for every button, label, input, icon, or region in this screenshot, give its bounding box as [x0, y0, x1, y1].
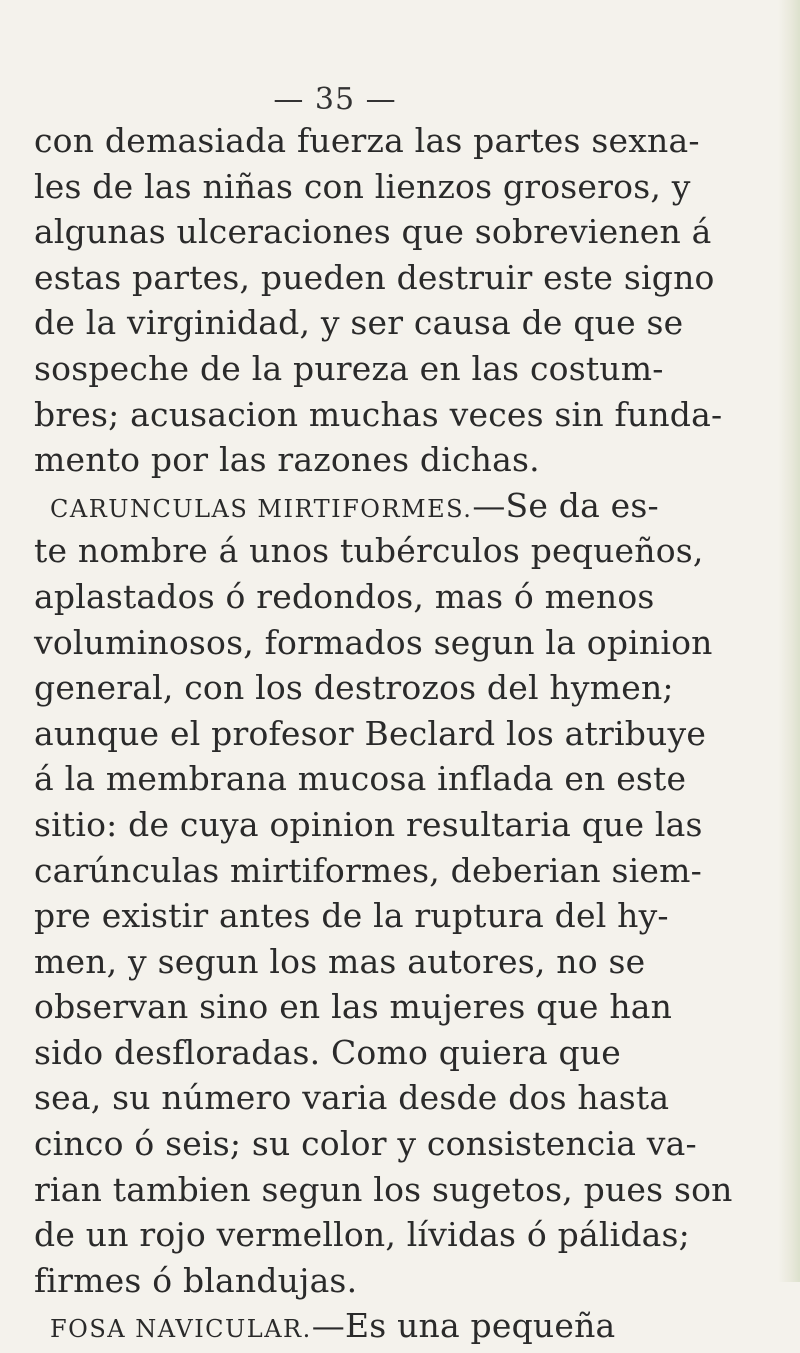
text-line: men, y segun los mas autores, no se — [34, 941, 646, 981]
text-run: —Es una pequeña — [311, 1306, 616, 1346]
text-line: sitio: de cuya opinion resultaria que las — [34, 804, 703, 844]
body-text — [34, 118, 733, 1349]
text-line: mento por las razones dichas. — [34, 440, 540, 480]
text-line: carúnculas mirtiformes, deberian siem- — [34, 850, 702, 890]
section-heading-fosa: FOSA NAVICULAR. — [50, 1315, 312, 1344]
text-line: sospeche de la pureza en las costum- — [34, 348, 664, 388]
text-line: de un rojo vermellon, lívidas ó pálidas; — [34, 1215, 690, 1255]
text-line: algunas ulceraciones que sobrevienen á — [34, 212, 712, 252]
text-line: sea, su número varia desde dos hasta — [34, 1078, 670, 1118]
text-line: voluminosos, formados segun la opinion — [34, 622, 713, 662]
text-line: aplastados ó redondos, mas ó menos — [34, 576, 655, 616]
text-run: —Se da es- — [472, 485, 659, 525]
text-line: firmes ó blandujas. — [34, 1260, 358, 1300]
text-line: rian tambien segun los sugetos, pues son — [34, 1169, 733, 1209]
page-edge — [778, 0, 800, 1282]
text-line: de la virginidad, y ser causa de que se — [34, 303, 684, 343]
text-line: sido desfloradas. Como quiera que — [34, 1032, 622, 1072]
text-line: pre existir antes de la ruptura del hy- — [34, 896, 669, 936]
page-number: — 35 — — [273, 82, 397, 117]
text-line: cinco ó seis; su color y consistencia va- — [34, 1124, 697, 1164]
text-line: con demasiada fuerza las partes sexna- — [34, 121, 700, 160]
text-line: general, con los destrozos del hymen; — [34, 668, 674, 708]
text-line: observan sino en las mujeres que han — [34, 987, 673, 1027]
text-line: á la membrana mucosa inflada en este — [34, 759, 687, 799]
section-heading-carunculas: CARUNCULAS MIRTIFORMES. — [50, 494, 473, 523]
section-heading-line — [34, 483, 724, 529]
text-line: les de las niñas con lienzos groseros, y — [34, 166, 691, 206]
text-line: estas partes, pueden destruir este signo — [34, 257, 715, 297]
text-line: bres; acusacion muchas veces sin funda- — [34, 394, 723, 434]
text-line: te nombre á unos tubérculos pequeños, — [34, 531, 704, 571]
section-heading-line — [34, 1303, 724, 1349]
text-line: aunque el profesor Beclard los atribuye — [34, 713, 707, 753]
